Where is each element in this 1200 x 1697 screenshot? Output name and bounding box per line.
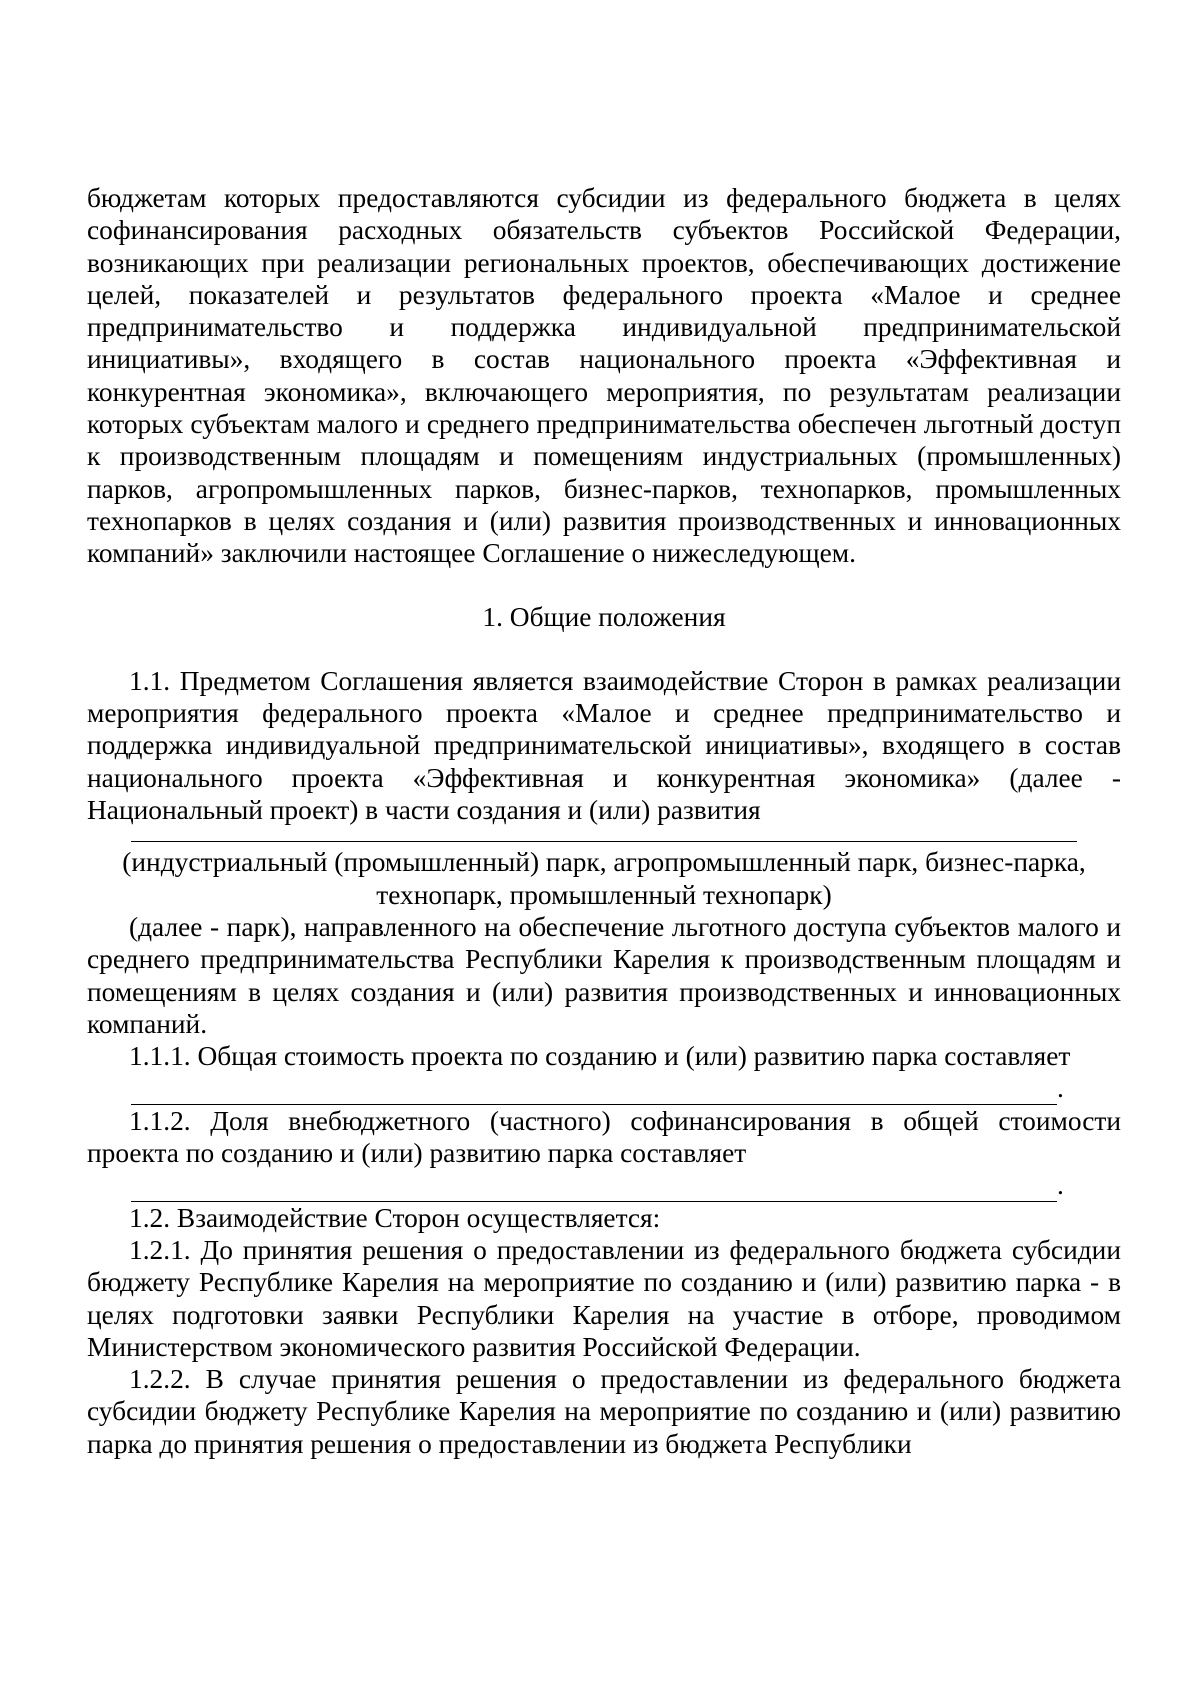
park-type-caption: (индустриальный (промышленный) парк, агропромышленный парк, бизнес-парка, технопарк, промышленный технопарк) [122, 847, 1086, 910]
private-share-field [131, 1169, 1121, 1201]
clause-1-2-1: 1.2.1. До принятия решения о предоставлении из федерального бюджета субсидии бюджету Республике Карелия на мероприятие по созданию и (или) развитию парка - в целях подготовки заявки Республики Карелия на участие в отборе, проводимом Министерством экономического развития Российской Федерации. [87, 1234, 1121, 1362]
total-cost-field [131, 1072, 1121, 1104]
clause-1-1-1: 1.1.1. Общая стоимость проекта по созданию и (или) развитию парка составляет [129, 1041, 1071, 1072]
private-share-blank-line [131, 1175, 1057, 1202]
document-page [87, 182, 1121, 1460]
intro-paragraph: бюджетам которых предоставляются субсидии из федерального бюджета в целях софинансирования расходных обязательств субъектов Российской Федерации, возникающих при реализации региональных проектов, обеспечивающих достижение целей, показателей и результатов федерального проекта «Малое и среднее предпринимательство и поддержка индивидуальной предпринимательской инициативы», входящего в состав национального проекта «Эффективная и конкурентная экономика», включающего мероприятия, по результатам реализации которых субъектам малого и среднего предпринимательства обеспечен льготный доступ к производственным площадям и помещениям индустриальных (промышленных) парков, агропромышленных парков, бизнес-парков, технопарков, промышленных технопарков в целях создания и (или) развития производственных и инновационных компаний» заключили настоящее Соглашение о нижеследующем. [87, 183, 1121, 569]
private-share-period: . [1057, 1170, 1064, 1201]
clause-1-1-continuation: (далее - парк), направленного на обеспечение льготного доступа субъектов малого и среднего предпринимательства Республики Карелия к производственным площадям и помещениям в целях создания и (или) развития производственных и инновационных компаний. [87, 911, 1121, 1039]
total-cost-period: . [1057, 1073, 1064, 1104]
clause-1-1: 1.1. Предметом Соглашения является взаимодействие Сторон в рамках реализации мероприятия федерального проекта «Малое и среднее предпринимательство и поддержка индивидуальной предпринимательской инициативы», входящего в состав национального проекта «Эффективная и конкурентная экономика» (далее - Национальный проект) в части создания и (или) развития [87, 665, 1121, 826]
clause-1-2: 1.2. Взаимодействие Сторон осуществляется: [129, 1202, 661, 1233]
clause-1-2-2: 1.2.2. В случае принятия решения о предоставлении из федерального бюджета субсидии бюджету Республике Карелия на мероприятие по созданию и (или) развитию парка до принятия решения о предоставлении из бюджета Республики [87, 1364, 1121, 1459]
park-type-field [87, 841, 1121, 842]
total-cost-blank-line [131, 1078, 1057, 1105]
clause-1-1-2: 1.1.2. Доля внебюджетного (частного) софинансирования в общей стоимости проекта по созданию и (или) развитию парка составляет [87, 1105, 1121, 1169]
park-type-blank-line [131, 841, 1077, 842]
section-title: 1. Общие положения [482, 601, 726, 632]
